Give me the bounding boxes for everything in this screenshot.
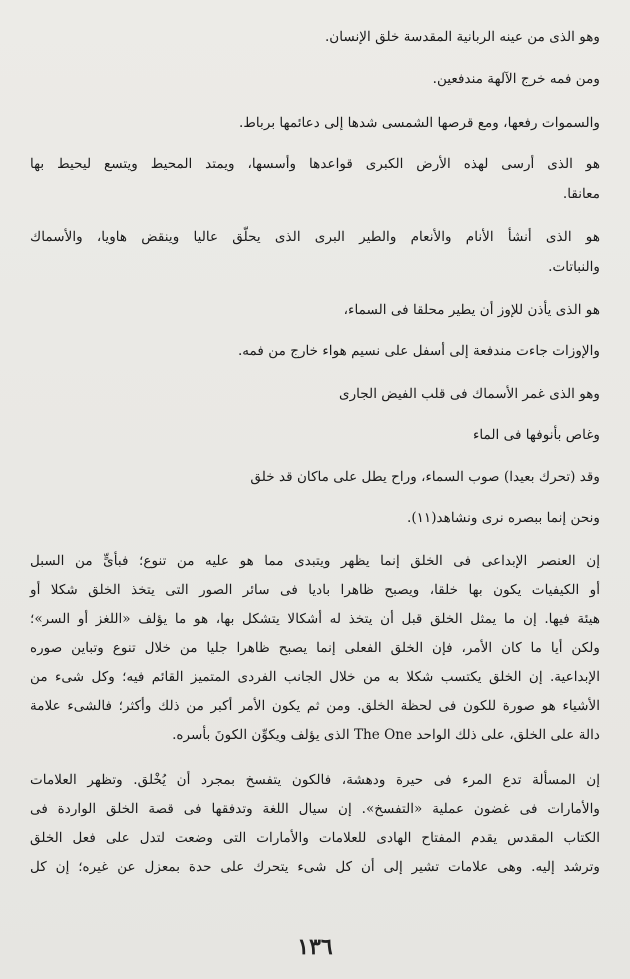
poem-line: معانقا. bbox=[562, 186, 600, 202]
paragraph-line: وترشد إليه. وهى علامات تشير إلى أن كل شىء يتحرك على حدة بمعزل عن غيره؛ إن كل bbox=[30, 859, 600, 875]
paragraph-line: إن العنصر الإبداعى فى الخلق إنما يظهر ويتبدى مما هو عليه من تنوع؛ فبأىٍّ من السبل bbox=[30, 553, 600, 569]
paragraph-line: والأمارات فى غضون عملية «التفسخ». إن سيال اللغة وتدفقها فى قصة الخلق الواردة فى bbox=[30, 801, 600, 817]
poem-line: والنباتات. bbox=[548, 259, 600, 275]
page-number: ١٣٦ bbox=[297, 934, 333, 960]
poem-line: هو الذى أرسى لهذه الأرض الكبرى قواعدها وأسسها، ويمتد المحيط ويتسع ليحيط بها bbox=[30, 156, 600, 172]
poem-line: وهو الذى من عينه الربانية المقدسة خلق الإنسان. bbox=[324, 29, 600, 45]
poem-line: هو الذى يأذن للإوز أن يطير محلقا فى السماء، bbox=[343, 302, 600, 318]
poem-line: والسموات رفعها، ومع قرصها الشمسى شدها إلى دعائمها برباط. bbox=[239, 115, 600, 131]
paragraph-line: ولكن أيا ما كان الأمر، فإن الخلق الفعلى إنما يصبح ظاهرا جليا من خلال تنوع وتباين صوره bbox=[30, 640, 600, 656]
poem-line: ومن فمه خرج الآلهة مندفعين. bbox=[432, 71, 600, 87]
paragraph-line: أو الكيفيات يكون بها خلقا، ويصبح ظاهرا باديا فى سائر الصور التى يتخذ الخلق شكلا أو bbox=[30, 582, 600, 598]
paragraph-line: الإبداعية. إن الخلق يكتسب شكلا به من خلال الجانب الفردى المتميز القائم فيه؛ وكل شىء من bbox=[30, 669, 600, 685]
paragraph-line: إن المسألة تدع المرء فى حيرة ودهشة، فالكون يتفسخ بمجرد أن يُخْلق. وتظهر العلامات bbox=[30, 772, 600, 788]
paragraph-line: دالة على الخلق، على ذلك الواحد The One الذى يؤلف ويكوِّن الكونَ بأسره. bbox=[172, 727, 600, 743]
paragraph-line: الكتاب المقدس يقدم المفتاح الهادى للعلامات والأمارات التى وضعت لتدل على فعل الخلق bbox=[30, 830, 600, 846]
poem-line: وهو الذى غمر الأسماك فى قلب الفيض الجارى bbox=[338, 386, 600, 402]
poem-line: والإوزات جاءت مندفعة إلى أسفل على نسيم هواء خارج من فمه. bbox=[237, 343, 600, 359]
poem-line: هو الذى أنشأ الأنام والأنعام والطير البرى الذى يحلّق عاليا وينقض هاويا، والأسماك bbox=[30, 229, 600, 245]
poem-line: وغاص بأنوفها فى الماء bbox=[473, 427, 600, 443]
poem-line: وقد (تحرك بعيدا) صوب السماء، وراح يطل على ماكان قد خلق bbox=[250, 469, 600, 485]
poem-line: ونحن إنما ببصره نرى ونشاهد(١١). bbox=[407, 510, 600, 526]
paragraph-line: هيئة فيها. إن ما يمثل الخلق قبل أن يتخذ له أشكالا يتشكل بها، هو ما يؤلف «اللغز أو السر»؛ bbox=[30, 611, 600, 627]
paragraph-line: الأشياء هو صورة للكون فى لحظة الخلق. ومن ثم يكون الأمر أكبر من ذلك وأكثر؛ فالشىء علامة bbox=[30, 698, 600, 714]
